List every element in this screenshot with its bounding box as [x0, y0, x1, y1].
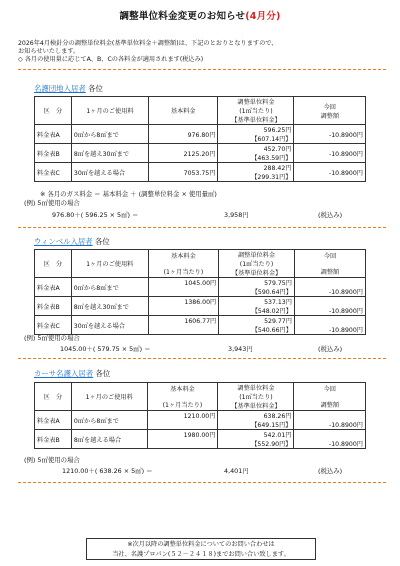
- row-base: 7053.75円: [148, 163, 217, 182]
- row-std: 【548.02円】: [219, 306, 295, 316]
- row-usage: 8㎥を越え30㎥まで: [71, 297, 148, 316]
- rate-table-casa-nago: [34, 382, 366, 449]
- section-name: 名護団地入居者: [34, 84, 86, 93]
- header-usage: 1ヶ月のご使用料: [71, 250, 148, 278]
- header-usage: 1ヶ月のご使用料: [71, 97, 148, 125]
- row-kubun: 料金表A: [35, 125, 72, 144]
- row-base: 976.80円: [148, 125, 217, 144]
- row-usage: 30㎥を越える場合: [71, 163, 148, 182]
- row-adj: 596.25円: [218, 125, 294, 135]
- row-adj: 537.13円: [219, 297, 295, 307]
- table-row: [35, 163, 366, 173]
- table-header-row: [35, 383, 366, 393]
- row-adj: 288.42円: [218, 163, 294, 173]
- section-suffix: 各位: [93, 369, 111, 378]
- example-label: (例) 5㎥使用の場合: [24, 199, 80, 207]
- header-base-1: 基本料金: [171, 253, 196, 260]
- header-base-2: (1ヶ月当たり): [162, 402, 203, 409]
- section-heading-winbell: [34, 236, 110, 247]
- row-kubun: 料金表A: [35, 411, 72, 430]
- table-row: [35, 278, 366, 288]
- header-adj-1: 調整単位料金: [218, 383, 294, 393]
- table-row: [35, 411, 366, 421]
- row-adj: 542.01円: [218, 430, 294, 440]
- row-usage: 0㎥から8㎥まで: [71, 411, 147, 430]
- section-name: カーサ名護入居者: [34, 369, 94, 378]
- header-kubun: 区 分: [35, 97, 72, 125]
- table-header-row: [35, 97, 366, 107]
- header-diff-2: 調整額: [320, 269, 340, 276]
- section-heading-casa-nago: [34, 368, 110, 379]
- page-title: [0, 8, 400, 22]
- row-adj: 638.26円: [218, 411, 294, 421]
- divider-1: [18, 69, 386, 70]
- header-adj-2: (1㎥当たり): [218, 106, 294, 115]
- table-row: [35, 297, 366, 307]
- table-row: [35, 430, 366, 440]
- row-base: 1980.00円: [147, 430, 218, 449]
- row-std: 【463.59円】: [218, 153, 294, 163]
- row-kubun: 料金表B: [35, 430, 72, 449]
- header-usage: 1ヶ月のご使用料: [71, 383, 147, 411]
- row-adj: 579.75円: [219, 278, 295, 288]
- example-tax: (税込み): [318, 345, 343, 353]
- row-kubun: 料金表C: [35, 163, 72, 182]
- example-total: 3,958円: [224, 211, 249, 219]
- row-std: 【607.14円】: [218, 134, 294, 144]
- example-calc: 976.80＋( 596.25 × 5㎥) ＝: [52, 211, 139, 219]
- header-adj-2: (1㎥当たり): [219, 259, 295, 268]
- section-heading-nago-danchi: [34, 83, 103, 94]
- header-diff-2: 調整額: [320, 402, 340, 409]
- row-kubun: 料金表B: [35, 144, 72, 163]
- header-diff-1: 今回: [323, 386, 336, 393]
- contact-line-2: 当社、名護プロパン(５２－２４１８)までお問い合い致します。: [112, 550, 290, 558]
- example-total: 3,943円: [228, 345, 253, 353]
- title-main: 調整単位料金変更のお知らせ: [119, 11, 246, 22]
- section-name: ウィンベル入居者: [34, 237, 93, 246]
- header-base-1: 基本料金: [170, 386, 195, 393]
- header-adj-3: 【基準単位料金】: [218, 401, 294, 411]
- row-diff: -10.8900円: [294, 144, 366, 163]
- title-month: (4月分): [245, 11, 281, 22]
- header-adj-3: 【基準単位料金】: [219, 268, 295, 278]
- header-base: 基本料金: [148, 97, 217, 125]
- header-diff-1: 今回: [323, 253, 337, 260]
- header-diff-2: 調整額: [320, 112, 340, 120]
- header-kubun: 区 分: [35, 250, 72, 278]
- section-suffix: 各位: [85, 84, 103, 93]
- row-std: 【649.15円】: [218, 420, 294, 430]
- row-usage: 0㎥から8㎥まで: [71, 125, 148, 144]
- header-base: [147, 383, 218, 411]
- divider-4: [18, 482, 386, 483]
- example-label: (例) 5㎥使用の場合: [24, 334, 80, 342]
- row-base: 1045.00円: [148, 278, 219, 297]
- row-base: 1386.00円: [148, 297, 219, 316]
- row-std: 【540.66円】: [219, 325, 295, 335]
- header-adj-3: 【基準単位料金】: [218, 115, 294, 125]
- divider-3: [18, 358, 386, 359]
- row-kubun: 料金表C: [35, 316, 72, 335]
- row-std: 【552.90円】: [218, 439, 294, 449]
- header-adj-1: 調整単位料金: [219, 250, 295, 260]
- table-row: [35, 125, 366, 135]
- row-adj: 452.70円: [218, 144, 294, 154]
- header-diff: [294, 383, 366, 411]
- row-std: 【299.31円】: [218, 172, 294, 182]
- row-diff: -10.8900円: [294, 316, 365, 335]
- row-diff: -10.8900円: [294, 297, 365, 316]
- contact-line-1: ※次月以降の調整単位料金についてのお問い合わせは: [127, 541, 275, 548]
- row-kubun: 料金表A: [35, 278, 72, 297]
- rate-table-nago-danchi: [34, 96, 366, 182]
- header-diff-1: 今回: [323, 103, 336, 111]
- row-diff: -10.8900円: [294, 163, 366, 182]
- row-usage: 30㎥を越える場合: [71, 316, 148, 335]
- row-diff: -10.8900円: [294, 125, 366, 144]
- header-base: [148, 250, 219, 278]
- table-header-row: [35, 250, 366, 260]
- header-diff: [294, 97, 366, 125]
- formula-note: ※ 各月のガス料金 ＝ 基本料金 ＋ (調整単位料金 × 使用量㎥): [40, 190, 217, 198]
- example-total: 4,401円: [224, 467, 249, 475]
- example-calc: 1045.00＋( 579.75 × 5㎥) ＝: [60, 345, 151, 353]
- example-calc: 1210.00＋( 638.26 × 5㎥) ＝: [62, 467, 153, 475]
- header-adj-2: (1㎥当たり): [218, 392, 294, 401]
- row-usage: 0㎥から8㎥まで: [71, 278, 148, 297]
- row-base: 2125.20円: [148, 144, 217, 163]
- intro-line-1: 2026年4月検針分の調整単位料金(基準単位料金＋調整額)は、下記のとおりとなりますので、: [18, 40, 278, 47]
- example-tax: (税込み): [318, 211, 343, 219]
- row-base: 1606.77円: [148, 316, 219, 335]
- header-diff: [294, 250, 365, 278]
- table-row: [35, 144, 366, 154]
- table-row: [35, 316, 366, 326]
- intro-line-3: ◇ 各月の使用量に応じてA、B、Cの各料金が適用されます(税込み): [18, 56, 204, 64]
- example-label: (例) 5㎥使用の場合: [24, 456, 80, 464]
- row-base: 1210.00円: [147, 411, 218, 430]
- row-usage: 8㎥を越える場合: [71, 430, 147, 449]
- row-adj: 529.77円: [219, 316, 295, 326]
- row-diff: -10.8900円: [294, 430, 366, 449]
- header-adj-1: 調整単位料金: [218, 97, 294, 107]
- divider-2: [18, 227, 386, 228]
- row-diff: -10.8900円: [294, 411, 366, 430]
- rate-table-winbell: [34, 249, 366, 335]
- row-usage: 8㎥を越え30㎥まで: [71, 144, 148, 163]
- row-kubun: 料金表B: [35, 297, 72, 316]
- contact-notice-box: [86, 538, 316, 560]
- header-kubun: 区 分: [35, 383, 72, 411]
- intro-line-2: お知らせいたします。: [18, 48, 80, 56]
- row-std: 【590.64円】: [219, 287, 295, 297]
- header-base-2: (1ヶ月当たり): [163, 269, 204, 276]
- example-tax: (税込み): [318, 467, 343, 475]
- intro-text: [18, 40, 278, 65]
- row-diff: -10.8900円: [294, 278, 365, 297]
- section-suffix: 各位: [92, 237, 110, 246]
